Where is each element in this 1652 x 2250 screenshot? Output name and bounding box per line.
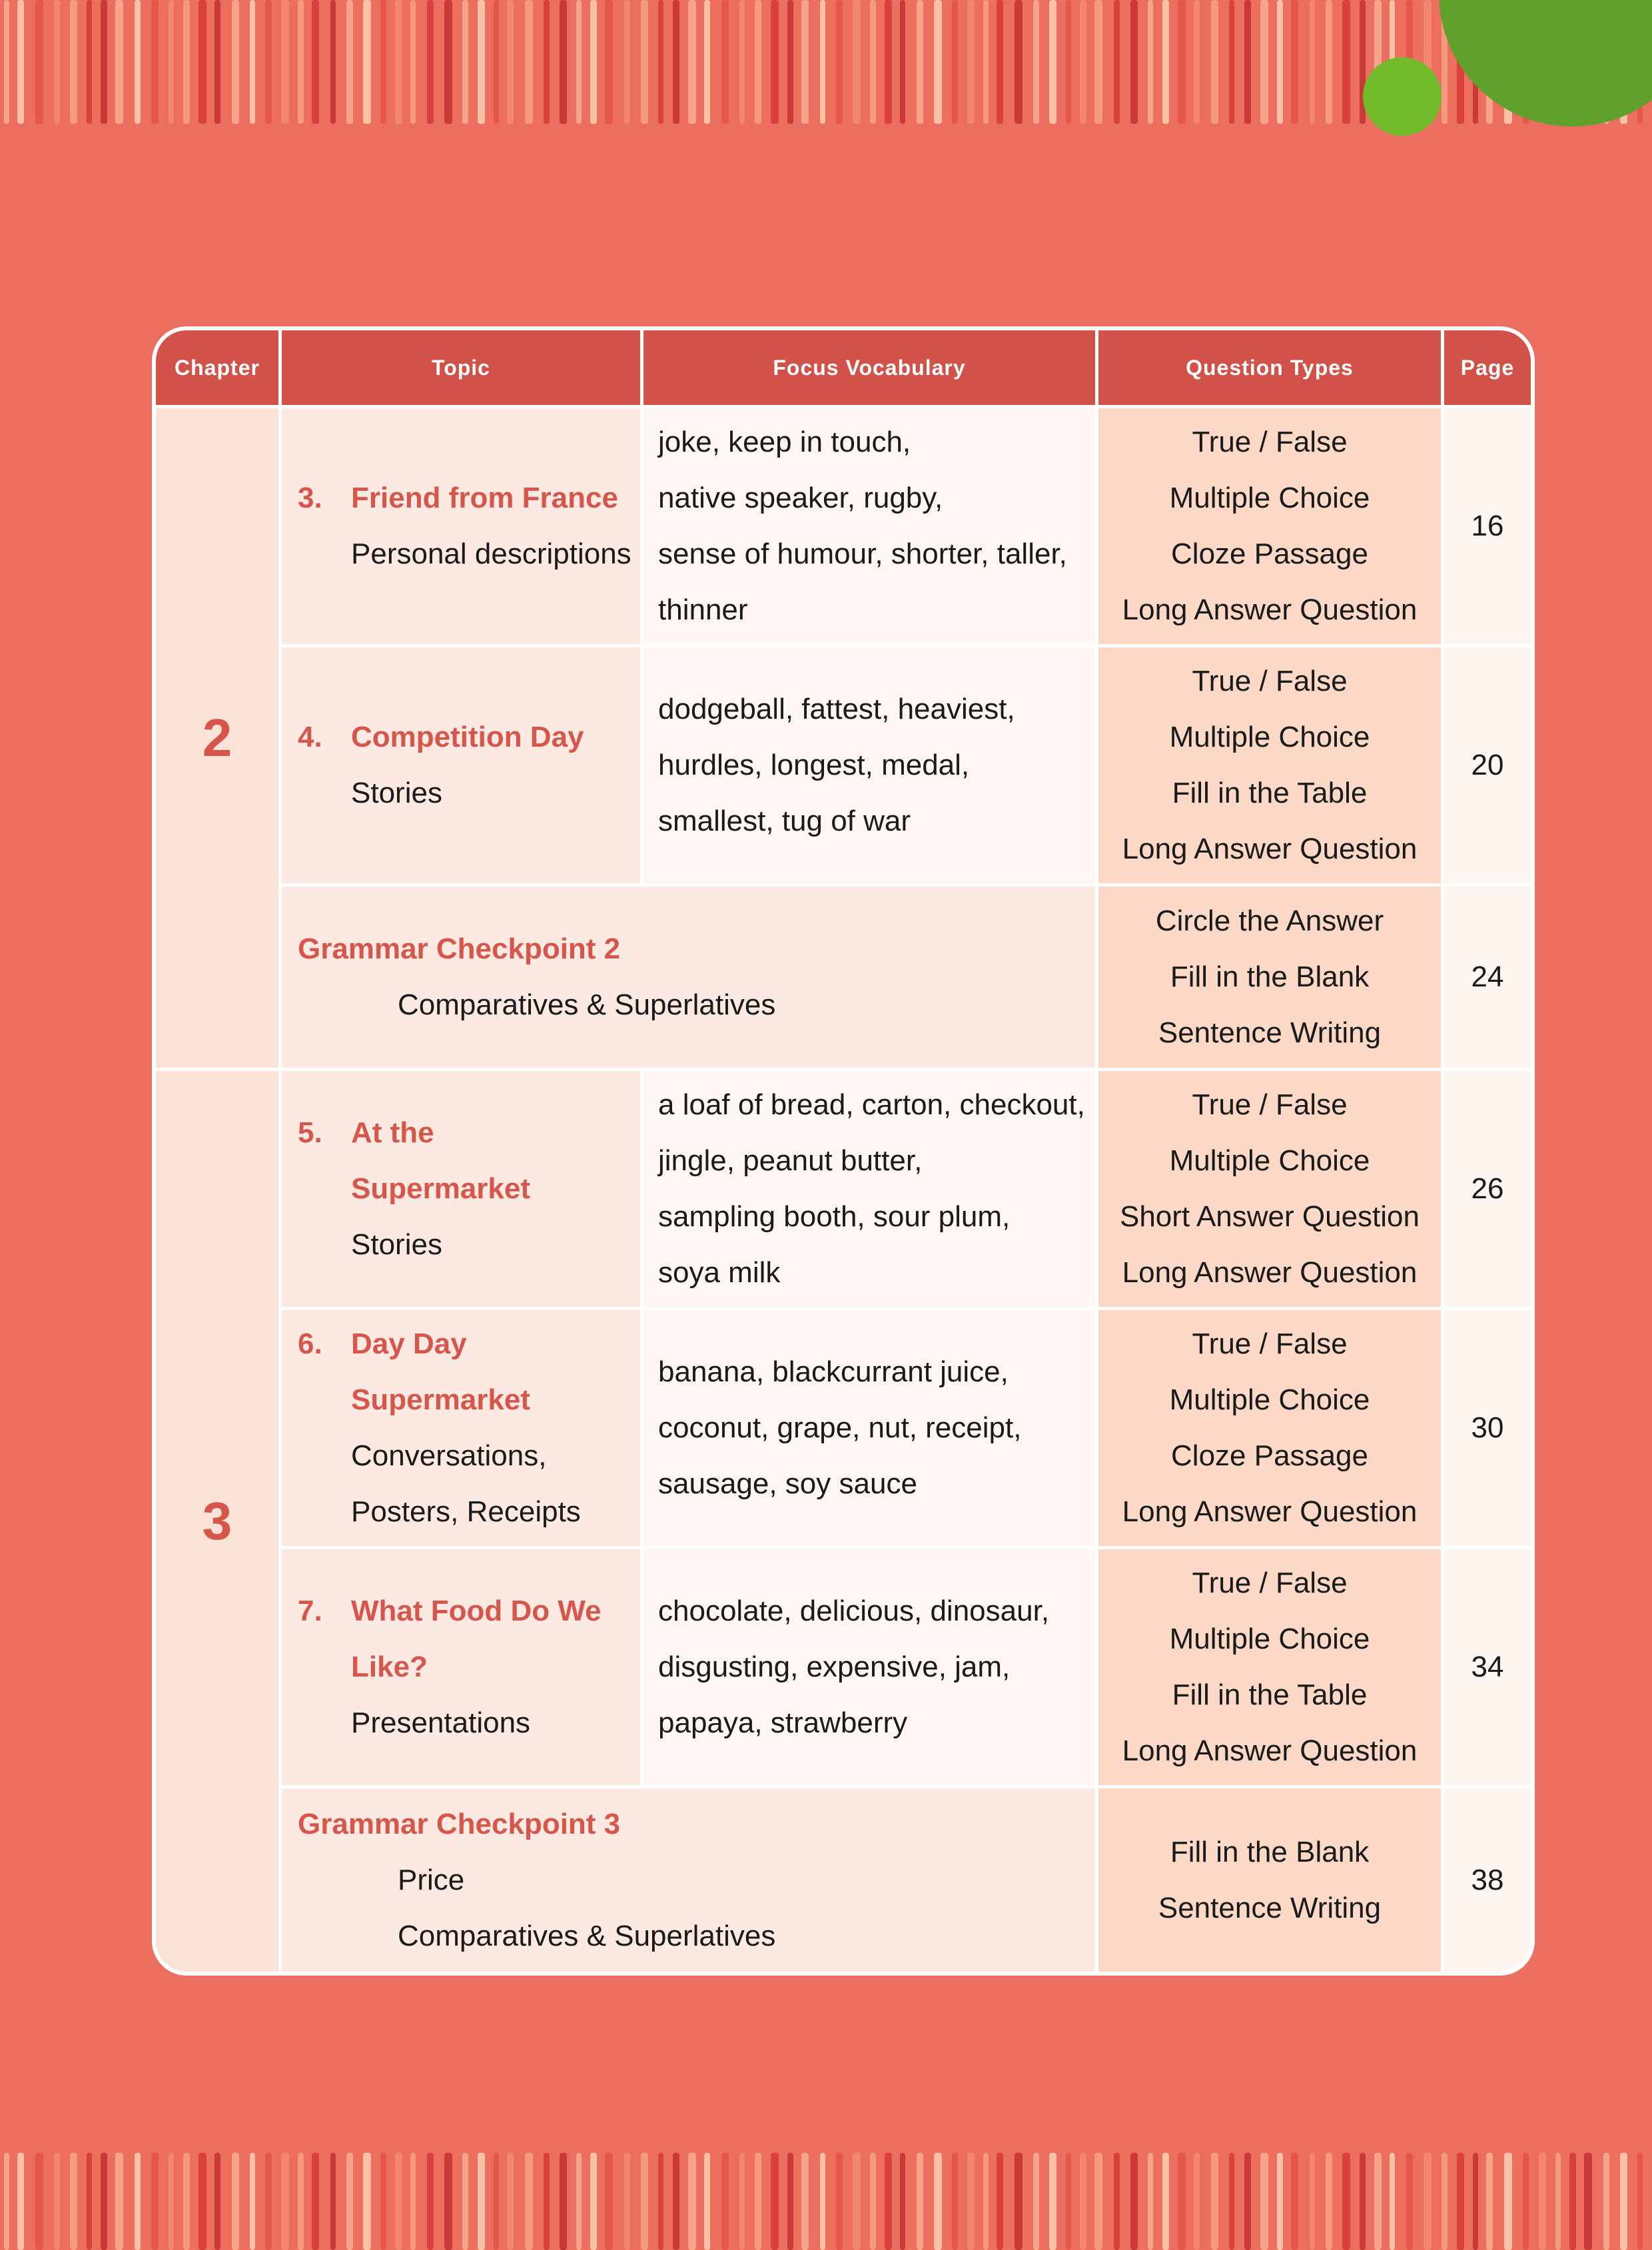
page-number: 24 <box>1444 887 1531 1071</box>
stripe <box>1049 2153 1056 2250</box>
vocab-line: papaya, strawberry <box>658 1706 908 1739</box>
stripe <box>346 0 353 124</box>
chapter-3-cell: 3 <box>156 1071 282 1972</box>
stripe <box>1486 2153 1493 2250</box>
stripe <box>721 0 729 124</box>
question-type: Fill in the Table <box>1172 1679 1368 1711</box>
question-type: Fill in the Table <box>1172 777 1368 809</box>
stripe <box>820 0 825 124</box>
vocabulary-cell <box>643 647 1098 887</box>
stripe <box>885 0 892 124</box>
vocab-line: chocolate, delicious, dinosaur, <box>658 1595 1050 1627</box>
stripe <box>35 2153 43 2250</box>
stripe <box>1620 2153 1627 2250</box>
stripe <box>281 2153 289 2250</box>
question-type: Long Answer Question <box>1122 593 1418 626</box>
question-types-cell <box>1098 408 1444 647</box>
stripe <box>427 2153 434 2250</box>
topic-subtitle: Presentations <box>351 1706 531 1739</box>
page-number: 26 <box>1444 1071 1531 1310</box>
stripe <box>214 0 220 124</box>
stripe <box>1080 2153 1086 2250</box>
topic-cell <box>282 1310 643 1549</box>
stripe <box>704 0 710 124</box>
stripe <box>870 2153 876 2250</box>
stripe <box>1504 2153 1512 2250</box>
page-number: 16 <box>1444 408 1531 647</box>
stripe <box>590 0 597 124</box>
stripe <box>1015 0 1023 124</box>
topic-number: 7. <box>298 1595 322 1627</box>
stripe <box>1310 2153 1315 2250</box>
stripe <box>87 0 92 124</box>
stripe <box>1162 0 1169 124</box>
stripe <box>151 0 159 124</box>
stripe <box>967 2153 975 2250</box>
stripe <box>967 0 975 124</box>
stripe <box>281 0 289 124</box>
header-question-types: Question Types <box>1098 330 1444 408</box>
stripe <box>1148 2153 1153 2250</box>
question-types-cell <box>1098 1071 1444 1310</box>
stripe <box>1424 2153 1432 2250</box>
bottom-stripes-decoration <box>0 2153 1652 2250</box>
stripe <box>1066 2153 1071 2250</box>
stripe <box>658 0 663 124</box>
stripe <box>380 0 386 124</box>
vocabulary-cell <box>643 1549 1098 1788</box>
stripe <box>739 0 745 124</box>
stripe <box>101 0 107 124</box>
topic-subtitle: Conversations, <box>351 1439 547 1472</box>
vocab-line: native speaker, rugby, <box>658 482 943 514</box>
stripe <box>232 0 239 124</box>
topic-title: At the <box>351 1116 434 1149</box>
stripe <box>1637 2153 1643 2250</box>
stripe <box>298 0 304 124</box>
stripe <box>1033 2153 1039 2250</box>
stripe <box>169 0 174 124</box>
stripe <box>478 2153 485 2250</box>
stripe <box>1049 0 1056 124</box>
stripe <box>1244 0 1251 124</box>
stripe <box>1162 2153 1169 2250</box>
stripe <box>1033 0 1039 124</box>
question-types-cell <box>1098 1310 1444 1549</box>
question-type: True / False <box>1192 1567 1348 1599</box>
stripe <box>1310 0 1315 124</box>
vocab-line: jingle, peanut butter, <box>658 1144 923 1177</box>
stripe <box>507 0 514 124</box>
stripe <box>704 2153 710 2250</box>
vocab-line: coconut, grape, nut, receipt, <box>658 1411 1022 1444</box>
stripe <box>836 0 843 124</box>
stripe <box>199 0 206 124</box>
topic-subtitle: Stories <box>351 777 442 809</box>
stripe <box>462 0 468 124</box>
stripe <box>658 2153 663 2250</box>
question-type: Sentence Writing <box>1158 1891 1382 1924</box>
topic-subtitle: Stories <box>351 1228 442 1261</box>
stripe <box>135 0 141 124</box>
stripe <box>560 2153 567 2250</box>
question-type: True / False <box>1192 665 1348 697</box>
question-type: Fill in the Blank <box>1170 960 1370 993</box>
vocab-line: thinner <box>658 593 748 626</box>
stripe <box>363 2153 371 2250</box>
question-type: Sentence Writing <box>1158 1016 1382 1049</box>
vocabulary-cell <box>643 1310 1098 1549</box>
stripe <box>997 2153 1003 2250</box>
stripe <box>494 2153 499 2250</box>
stripe <box>101 2153 107 2250</box>
vocab-line: joke, keep in touch, <box>658 426 911 458</box>
stripe <box>250 2153 255 2250</box>
stripe <box>462 2153 468 2250</box>
stripe <box>1194 2153 1200 2250</box>
topic-title: Day Day <box>351 1327 467 1360</box>
stripe <box>755 2153 761 2250</box>
stripe <box>983 0 989 124</box>
grammar-checkpoint-subtitle: Price <box>398 1863 465 1896</box>
stripe <box>312 2153 319 2250</box>
stripe <box>115 2153 123 2250</box>
question-type: True / False <box>1192 426 1348 458</box>
header-focus-vocabulary: Focus Vocabulary <box>643 330 1098 408</box>
stripe <box>544 2153 550 2250</box>
stripe <box>721 2153 729 2250</box>
stripe <box>853 2153 861 2250</box>
stripe <box>1211 2153 1218 2250</box>
question-types-cell <box>1098 887 1444 1071</box>
stripe <box>427 0 434 124</box>
stripe <box>560 0 567 124</box>
stripe <box>605 2153 613 2250</box>
stripe <box>363 0 371 124</box>
topic-number: 5. <box>298 1116 322 1149</box>
stripe <box>576 0 582 124</box>
topic-subtitle: Posters, Receipts <box>351 1495 581 1528</box>
stripe <box>801 2153 809 2250</box>
stripe <box>1569 2153 1576 2250</box>
stripe <box>997 0 1003 124</box>
stripe <box>1406 2153 1413 2250</box>
stripe <box>115 0 123 124</box>
page-number: 38 <box>1444 1788 1531 1972</box>
page-number: 30 <box>1444 1310 1531 1549</box>
stripe <box>1178 2153 1186 2250</box>
stripe <box>1326 0 1332 124</box>
stripe <box>169 2153 174 2250</box>
grammar-checkpoint-subtitle: Comparatives & Superlatives <box>398 1919 776 1952</box>
stripe <box>853 0 861 124</box>
topic-number: 4. <box>298 721 322 753</box>
vocab-line: sense of humour, shorter, taller, <box>658 538 1067 570</box>
stripe <box>590 2153 597 2250</box>
stripe <box>346 2153 353 2250</box>
vocab-line: soya milk <box>658 1256 781 1289</box>
stripe <box>1539 2153 1546 2250</box>
stripe <box>801 0 809 124</box>
stripe <box>1094 0 1102 124</box>
topic-title: Competition Day <box>351 721 584 753</box>
stripe <box>1277 0 1283 124</box>
question-type: Cloze Passage <box>1171 1439 1368 1472</box>
stripe <box>934 0 942 124</box>
vocab-line: sampling booth, sour plum, <box>658 1200 1011 1233</box>
contents-table <box>156 330 1531 1972</box>
grammar-checkpoint-cell <box>282 1788 1098 1972</box>
stripe <box>1148 0 1153 124</box>
question-type: Long Answer Question <box>1122 833 1418 865</box>
stripe <box>250 0 255 124</box>
stripe <box>494 0 499 124</box>
stripe <box>1555 2153 1561 2250</box>
stripe <box>395 2153 402 2250</box>
stripe <box>624 0 630 124</box>
question-type: Long Answer Question <box>1122 1256 1418 1289</box>
stripe <box>771 2153 779 2250</box>
vocab-line: disgusting, expensive, jam, <box>658 1651 1011 1683</box>
stripe <box>525 2153 533 2250</box>
stripe <box>771 0 779 124</box>
stripe <box>183 0 190 124</box>
stripe <box>54 0 60 124</box>
stripe <box>410 2153 416 2250</box>
stripe <box>1194 0 1200 124</box>
vocab-line: a loaf of bread, carton, checkout, <box>658 1088 1085 1121</box>
topic-title: What Food Do We <box>351 1595 602 1627</box>
stripe <box>1374 2153 1382 2250</box>
topic-number: 3. <box>298 482 322 514</box>
vocab-line: sausage, soy sauce <box>658 1467 917 1500</box>
stripe <box>444 0 452 124</box>
stripe <box>70 0 77 124</box>
stripe <box>544 0 550 124</box>
stripe <box>1291 2153 1298 2250</box>
stripe <box>1114 0 1120 124</box>
vocab-line: hurdles, longest, medal, <box>658 749 970 781</box>
stripe <box>900 0 905 124</box>
header-topic: Topic <box>282 330 643 408</box>
stripe <box>4 2153 9 2250</box>
stripe <box>1260 0 1268 124</box>
vocabulary-cell <box>643 1071 1098 1310</box>
question-type: Circle the Answer <box>1155 905 1384 937</box>
stripe <box>755 0 761 124</box>
stripe <box>1094 2153 1102 2250</box>
page-number: 34 <box>1444 1549 1531 1788</box>
stripe <box>641 2153 648 2250</box>
stripe <box>787 2153 793 2250</box>
stripe <box>507 2153 514 2250</box>
vocab-line: smallest, tug of war <box>658 805 911 837</box>
stripe <box>870 0 876 124</box>
stripe <box>605 0 613 124</box>
question-type: True / False <box>1192 1088 1348 1121</box>
stripe <box>673 2153 679 2250</box>
topic-cell <box>282 647 643 887</box>
stripe <box>820 2153 825 2250</box>
topic-title: Friend from France <box>351 482 618 514</box>
stripe <box>1473 2153 1478 2250</box>
topic-title-continued: Supermarket <box>351 1172 531 1205</box>
topic-cell <box>282 408 643 647</box>
stripe <box>395 0 402 124</box>
stripe <box>934 2153 942 2250</box>
question-types-cell <box>1098 647 1444 887</box>
stripe <box>183 2153 190 2250</box>
contents-table-card <box>152 326 1535 1976</box>
stripe <box>444 2153 452 2250</box>
vocab-line: dodgeball, fattest, heaviest, <box>658 693 1015 725</box>
stripe <box>214 2153 220 2250</box>
stripe <box>1080 0 1086 124</box>
question-type: True / False <box>1192 1327 1348 1360</box>
stripe <box>1277 2153 1283 2250</box>
stripe <box>673 0 679 124</box>
topic-number: 6. <box>298 1327 322 1360</box>
stripe <box>17 0 24 124</box>
stripe <box>688 2153 696 2250</box>
topic-cell <box>282 1071 643 1310</box>
stripe <box>410 0 416 124</box>
question-type: Long Answer Question <box>1122 1495 1418 1528</box>
stripe <box>330 0 336 124</box>
stripe <box>17 2153 24 2250</box>
grammar-checkpoint-subtitle: Comparatives & Superlatives <box>398 988 776 1021</box>
question-type: Cloze Passage <box>1171 538 1368 570</box>
vocabulary-cell <box>643 408 1098 647</box>
topic-title-continued: Like? <box>351 1651 428 1683</box>
stripe <box>952 2153 958 2250</box>
stripe <box>1178 0 1186 124</box>
stripe <box>1114 2153 1120 2250</box>
stripe <box>1291 0 1298 124</box>
page-number: 20 <box>1444 647 1531 887</box>
stripe <box>1457 2153 1464 2250</box>
stripe <box>232 2153 239 2250</box>
grammar-checkpoint-title: Grammar Checkpoint 2 <box>298 933 621 965</box>
stripe <box>1211 0 1218 124</box>
question-type: Long Answer Question <box>1122 1734 1418 1767</box>
topic-cell <box>282 1549 643 1788</box>
question-type: Multiple Choice <box>1169 1383 1370 1416</box>
question-type: Multiple Choice <box>1169 482 1370 514</box>
stripe <box>1342 2153 1350 2250</box>
stripe <box>1015 2153 1023 2250</box>
stripe <box>641 0 648 124</box>
stripe <box>1260 2153 1268 2250</box>
stripe <box>380 2153 386 2250</box>
stripe <box>917 2153 923 2250</box>
vocab-line: banana, blackcurrant juice, <box>658 1355 1009 1388</box>
topic-title-continued: Supermarket <box>351 1383 531 1416</box>
stripe <box>1244 2153 1251 2250</box>
question-types-cell <box>1098 1549 1444 1788</box>
stripe <box>70 2153 77 2250</box>
stripe <box>135 2153 141 2250</box>
question-type: Multiple Choice <box>1169 721 1370 753</box>
stripe <box>330 2153 336 2250</box>
grammar-checkpoint-title: Grammar Checkpoint 3 <box>298 1807 621 1840</box>
stripe <box>900 2153 905 2250</box>
stripe <box>87 2153 92 2250</box>
stripe <box>1603 2153 1609 2250</box>
stripe <box>1326 2153 1332 2250</box>
stripe <box>151 2153 159 2250</box>
grammar-checkpoint-cell <box>282 887 1098 1071</box>
stripe <box>739 2153 745 2250</box>
stripe <box>265 2153 272 2250</box>
stripe <box>787 0 793 124</box>
stripe <box>952 0 958 124</box>
stripe <box>1229 0 1234 124</box>
question-type: Multiple Choice <box>1169 1623 1370 1655</box>
stripe <box>35 0 43 124</box>
stripe <box>1523 2153 1529 2250</box>
stripe <box>1584 2153 1592 2250</box>
stripe <box>1442 2153 1447 2250</box>
topic-subtitle: Personal descriptions <box>351 538 631 570</box>
stripe <box>54 2153 60 2250</box>
stripe <box>298 2153 304 2250</box>
stripe <box>917 0 923 124</box>
header-page: Page <box>1444 330 1531 408</box>
stripe <box>1342 0 1350 124</box>
stripe <box>885 2153 892 2250</box>
question-type: Short Answer Question <box>1119 1200 1420 1233</box>
stripe <box>525 0 533 124</box>
stripe <box>265 0 272 124</box>
stripe <box>478 0 485 124</box>
stripe <box>1066 0 1071 124</box>
stripe <box>624 2153 630 2250</box>
header-chapter: Chapter <box>156 330 282 408</box>
stripe <box>983 2153 989 2250</box>
question-types-cell <box>1098 1788 1444 1972</box>
stripe <box>576 2153 582 2250</box>
stripe <box>1360 2153 1366 2250</box>
stripe <box>1130 2153 1138 2250</box>
stripe <box>688 0 696 124</box>
stripe <box>4 0 9 124</box>
question-type: Multiple Choice <box>1169 1144 1370 1177</box>
question-type: Fill in the Blank <box>1170 1835 1370 1868</box>
stripe <box>1229 2153 1234 2250</box>
stripe <box>1130 0 1138 124</box>
stripe <box>836 2153 843 2250</box>
chapter-2-cell: 2 <box>156 408 282 1071</box>
stripe <box>1390 2153 1395 2250</box>
stripe <box>199 2153 206 2250</box>
stripe <box>312 0 319 124</box>
green-circle-small <box>1363 57 1442 136</box>
